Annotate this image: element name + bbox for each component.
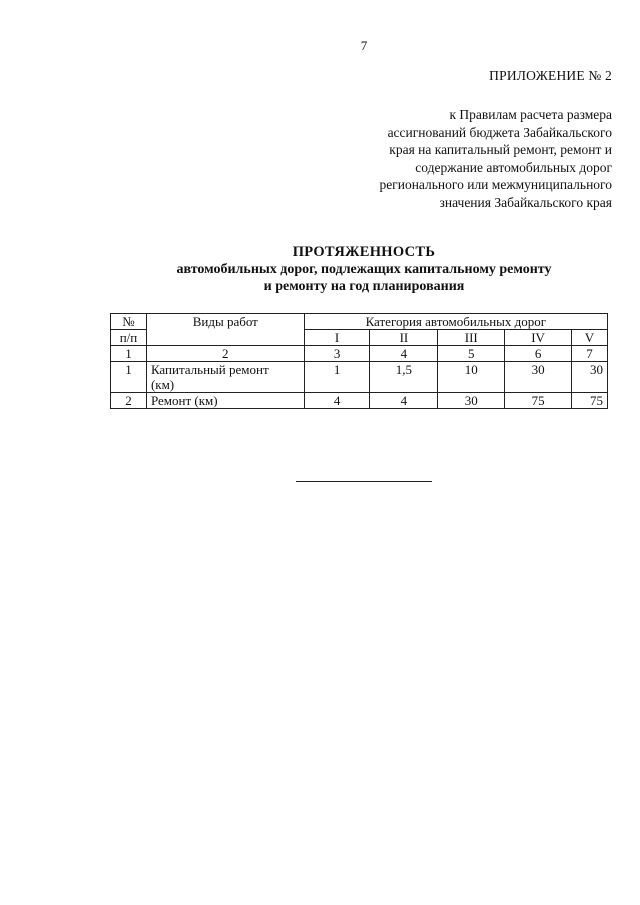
table-row [111,362,608,393]
column-number-cell: 1 [111,346,147,362]
header-category-cell: II [370,330,438,346]
header-category-cell: IV [505,330,572,346]
appendix-reference-line: ассигнований бюджета Забайкальского [387,124,612,140]
header-category-cell: III [438,330,505,346]
row-value: 30 [572,362,608,393]
document-title-main: ПРОТЯЖЕННОСТЬ [292,244,436,260]
row-number: 1 [111,362,147,393]
row-value: 30 [438,393,505,409]
column-number-cell: 4 [370,346,438,362]
row-value: 75 [572,393,608,409]
table-row [111,393,608,409]
header-category-cell: V [572,330,608,346]
road-length-table [110,313,608,409]
column-number-row [111,346,608,362]
page-number: 7 [360,38,368,53]
row-value: 1 [304,362,370,393]
column-number-cell: 3 [304,346,370,362]
header-number: № [111,314,147,330]
column-number-cell: 5 [438,346,505,362]
appendix-reference-line: значения Забайкальского края [439,194,612,210]
row-value: 30 [505,362,572,393]
document-title-subline: и ремонту на год планирования [263,279,465,294]
appendix-reference-line: к Правилам расчета размера [449,107,612,122]
document-title-subline: автомобильных дорог, подлежащих капитальному ремонту [176,262,552,277]
row-value: 75 [505,393,572,409]
row-value: 4 [304,393,370,409]
header-category-cell: I [304,330,370,346]
column-number-cell: 7 [572,346,608,362]
column-number-cell: 6 [505,346,572,362]
table-header-row [111,314,608,330]
end-separator-line [296,481,432,482]
appendix-reference-line: содержание автомобильных дорог [415,159,612,175]
row-value: 4 [370,393,438,409]
appendix-reference-line: края на капитальный ремонт, ремонт и [389,142,612,157]
header-number-sub: п/п [111,330,147,346]
row-number: 2 [111,393,147,409]
row-work-type [146,362,304,393]
row-value: 1,5 [370,362,438,393]
header-road-category: Категория автомобильных дорог [304,314,607,330]
appendix-title: ПРИЛОЖЕНИЕ № 2 [489,68,612,83]
appendix-reference-line: регионального или межмуниципального [379,177,612,192]
row-work-type: Ремонт (км) [146,393,304,409]
header-work-type: Виды работ [146,314,304,346]
row-work-type-line: Капитальный ремонт [150,362,269,377]
column-number-cell: 2 [146,346,304,362]
document-title [140,244,588,295]
appendix-reference [312,106,612,211]
row-work-type-line: (км) [150,377,175,392]
row-value: 10 [438,362,505,393]
